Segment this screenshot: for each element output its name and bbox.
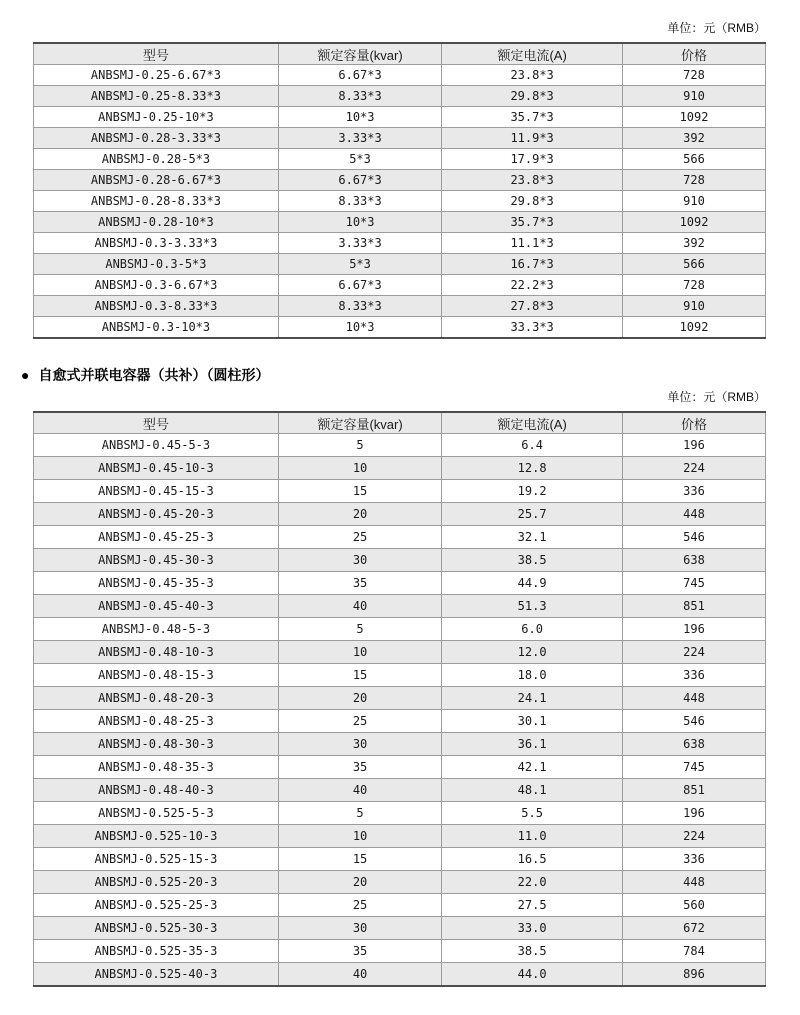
table-cell: 25.7 (442, 503, 623, 526)
table-cell: 10*3 (278, 317, 441, 339)
table-cell: 11.9*3 (442, 128, 623, 149)
table-cell: ANBSMJ-0.525-25-3 (34, 894, 279, 917)
table-cell: 51.3 (442, 595, 623, 618)
column-header: 额定电流(A) (442, 43, 623, 65)
section-title: 自愈式并联电容器（共补）（圆柱形） (38, 367, 270, 383)
table-cell: ANBSMJ-0.525-15-3 (34, 848, 279, 871)
bullet-icon: ● (21, 367, 30, 383)
table-row (34, 940, 766, 963)
table-cell: 30.1 (442, 710, 623, 733)
table-cell: 8.33*3 (278, 86, 441, 107)
table-cell: 30 (278, 549, 441, 572)
table-cell: 672 (623, 917, 766, 940)
table-cell: ANBSMJ-0.525-5-3 (34, 802, 279, 825)
table-body (34, 434, 766, 987)
table-cell: ANBSMJ-0.525-30-3 (34, 917, 279, 940)
table-cell: 5*3 (278, 254, 441, 275)
table-cell: 224 (623, 457, 766, 480)
table-row (34, 434, 766, 457)
table-cell: 3.33*3 (278, 233, 441, 254)
table-cell: 35.7*3 (442, 212, 623, 233)
section-heading (21, 365, 766, 385)
table-row (34, 275, 766, 296)
table-cell: 728 (623, 170, 766, 191)
column-header: 价格 (623, 43, 766, 65)
table-cell: 10*3 (278, 212, 441, 233)
column-header: 型号 (34, 412, 279, 434)
table-row (34, 107, 766, 128)
table-cell: 23.8*3 (442, 170, 623, 191)
table-cell: ANBSMJ-0.48-30-3 (34, 733, 279, 756)
table-cell: 20 (278, 687, 441, 710)
table-cell: ANBSMJ-0.48-5-3 (34, 618, 279, 641)
table-cell: ANBSMJ-0.28-5*3 (34, 149, 279, 170)
table-header (34, 43, 766, 65)
table-cell: 36.1 (442, 733, 623, 756)
table-row (34, 733, 766, 756)
table-cell: 38.5 (442, 940, 623, 963)
table-cell: 29.8*3 (442, 86, 623, 107)
column-header: 额定电流(A) (442, 412, 623, 434)
table-cell: ANBSMJ-0.28-8.33*3 (34, 191, 279, 212)
table-cell: 40 (278, 963, 441, 987)
table-row (34, 233, 766, 254)
table-cell: 728 (623, 275, 766, 296)
table-cell: 18.0 (442, 664, 623, 687)
table-row (34, 296, 766, 317)
table-row (34, 963, 766, 987)
table-header (34, 412, 766, 434)
table-cell: 12.8 (442, 457, 623, 480)
table-cell: 566 (623, 149, 766, 170)
table-cell: 15 (278, 848, 441, 871)
table-cell: 42.1 (442, 756, 623, 779)
table-cell: 851 (623, 779, 766, 802)
table-cell: ANBSMJ-0.3-8.33*3 (34, 296, 279, 317)
table-cell: 27.8*3 (442, 296, 623, 317)
table-cell: 19.2 (442, 480, 623, 503)
column-header: 型号 (34, 43, 279, 65)
table-cell: ANBSMJ-0.45-10-3 (34, 457, 279, 480)
table-cell: 25 (278, 710, 441, 733)
table-cell: 8.33*3 (278, 191, 441, 212)
table-cell: 44.9 (442, 572, 623, 595)
table-cell: ANBSMJ-0.3-10*3 (34, 317, 279, 339)
table-cell: 5 (278, 802, 441, 825)
table-cell: 11.1*3 (442, 233, 623, 254)
table-row (34, 595, 766, 618)
table-cell: 5 (278, 434, 441, 457)
table-cell: ANBSMJ-0.28-10*3 (34, 212, 279, 233)
table-cell: 448 (623, 503, 766, 526)
table-row (34, 802, 766, 825)
table-cell: 35 (278, 756, 441, 779)
table-cell: 560 (623, 894, 766, 917)
table-cell: 10 (278, 641, 441, 664)
table-cell: 22.2*3 (442, 275, 623, 296)
table-cell: 8.33*3 (278, 296, 441, 317)
table-cell: 16.5 (442, 848, 623, 871)
table-cell: 38.5 (442, 549, 623, 572)
table-row (34, 170, 766, 191)
table-cell: 33.3*3 (442, 317, 623, 339)
table-row (34, 618, 766, 641)
table-cell: 24.1 (442, 687, 623, 710)
table-cell: ANBSMJ-0.525-35-3 (34, 940, 279, 963)
table-cell: 35.7*3 (442, 107, 623, 128)
column-header: 价格 (623, 412, 766, 434)
table-row (34, 641, 766, 664)
table-row (34, 480, 766, 503)
table-cell: 12.0 (442, 641, 623, 664)
table-cell: 10*3 (278, 107, 441, 128)
table-cell: 20 (278, 871, 441, 894)
table-row (34, 254, 766, 275)
table-cell: 1092 (623, 317, 766, 339)
table-cell: ANBSMJ-0.48-35-3 (34, 756, 279, 779)
table-row (34, 212, 766, 233)
table-cell: ANBSMJ-0.28-6.67*3 (34, 170, 279, 191)
table-body (34, 65, 766, 339)
table-cell: ANBSMJ-0.525-20-3 (34, 871, 279, 894)
table-cell: 44.0 (442, 963, 623, 987)
table-row (34, 756, 766, 779)
table-cell: 6.67*3 (278, 275, 441, 296)
table-cell: 745 (623, 572, 766, 595)
price-table-cylindrical (33, 411, 766, 987)
table-cell: 15 (278, 664, 441, 687)
table-cell: 196 (623, 618, 766, 641)
table-cell: ANBSMJ-0.28-3.33*3 (34, 128, 279, 149)
table-row (34, 457, 766, 480)
table-cell: 336 (623, 848, 766, 871)
table-row (34, 149, 766, 170)
table-cell: 336 (623, 480, 766, 503)
table-cell: ANBSMJ-0.25-10*3 (34, 107, 279, 128)
table-cell: ANBSMJ-0.45-5-3 (34, 434, 279, 457)
table-cell: 35 (278, 940, 441, 963)
column-header: 额定容量(kvar) (278, 412, 441, 434)
table-cell: 29.8*3 (442, 191, 623, 212)
table-cell: 32.1 (442, 526, 623, 549)
table-row (34, 664, 766, 687)
table-cell: 392 (623, 233, 766, 254)
table-cell: ANBSMJ-0.3-5*3 (34, 254, 279, 275)
table-cell: 10 (278, 457, 441, 480)
table-cell: 17.9*3 (442, 149, 623, 170)
table-cell: 5*3 (278, 149, 441, 170)
table-row (34, 549, 766, 572)
table-cell: 27.5 (442, 894, 623, 917)
table-cell: 6.67*3 (278, 170, 441, 191)
table-cell: ANBSMJ-0.525-40-3 (34, 963, 279, 987)
table-cell: 25 (278, 894, 441, 917)
table-row (34, 917, 766, 940)
price-table-round-triphase (33, 42, 766, 339)
table-row (34, 191, 766, 212)
table-cell: ANBSMJ-0.3-6.67*3 (34, 275, 279, 296)
table-cell: ANBSMJ-0.25-8.33*3 (34, 86, 279, 107)
table-row (34, 86, 766, 107)
table-cell: ANBSMJ-0.3-3.33*3 (34, 233, 279, 254)
table-cell: 728 (623, 65, 766, 86)
table-cell: ANBSMJ-0.45-30-3 (34, 549, 279, 572)
table-header-row (34, 43, 766, 65)
table-cell: ANBSMJ-0.48-40-3 (34, 779, 279, 802)
table-cell: ANBSMJ-0.45-40-3 (34, 595, 279, 618)
table-cell: 336 (623, 664, 766, 687)
table-cell: 5.5 (442, 802, 623, 825)
table-cell: 30 (278, 733, 441, 756)
table-cell: ANBSMJ-0.525-10-3 (34, 825, 279, 848)
table-row (34, 687, 766, 710)
table-cell: 910 (623, 191, 766, 212)
table-row (34, 779, 766, 802)
table-cell: 15 (278, 480, 441, 503)
table-cell: ANBSMJ-0.45-35-3 (34, 572, 279, 595)
table-cell: 910 (623, 296, 766, 317)
table-cell: ANBSMJ-0.48-25-3 (34, 710, 279, 733)
table-cell: 784 (623, 940, 766, 963)
table-cell: 6.67*3 (278, 65, 441, 86)
table-row (34, 65, 766, 86)
table-cell: ANBSMJ-0.25-6.67*3 (34, 65, 279, 86)
table-row (34, 871, 766, 894)
table-cell: 224 (623, 825, 766, 848)
unit-label-bottom: 单位：元（RMB） (667, 390, 766, 404)
table-cell: 40 (278, 595, 441, 618)
table-cell: 546 (623, 526, 766, 549)
table-cell: 392 (623, 128, 766, 149)
table-row (34, 848, 766, 871)
table-row (34, 526, 766, 549)
table-cell: 1092 (623, 107, 766, 128)
table-cell: 16.7*3 (442, 254, 623, 275)
table-row (34, 128, 766, 149)
table-cell: 25 (278, 526, 441, 549)
table-cell: 6.0 (442, 618, 623, 641)
table-cell: 448 (623, 871, 766, 894)
table-row (34, 572, 766, 595)
column-header: 额定容量(kvar) (278, 43, 441, 65)
table-cell: 3.33*3 (278, 128, 441, 149)
table-cell: 224 (623, 641, 766, 664)
table-row (34, 317, 766, 339)
table-row (34, 503, 766, 526)
table-cell: 23.8*3 (442, 65, 623, 86)
table-cell: 5 (278, 618, 441, 641)
table-cell: 35 (278, 572, 441, 595)
table-row (34, 710, 766, 733)
table-cell: ANBSMJ-0.48-15-3 (34, 664, 279, 687)
table-cell: 448 (623, 687, 766, 710)
table-cell: 851 (623, 595, 766, 618)
table-cell: 48.1 (442, 779, 623, 802)
table-cell: 196 (623, 434, 766, 457)
table-cell: 1092 (623, 212, 766, 233)
table-cell: 6.4 (442, 434, 623, 457)
table-cell: ANBSMJ-0.45-20-3 (34, 503, 279, 526)
table-cell: 20 (278, 503, 441, 526)
table-cell: 40 (278, 779, 441, 802)
table-cell: 22.0 (442, 871, 623, 894)
table-cell: 566 (623, 254, 766, 275)
table-cell: ANBSMJ-0.45-15-3 (34, 480, 279, 503)
table-cell: 638 (623, 549, 766, 572)
table-cell: ANBSMJ-0.45-25-3 (34, 526, 279, 549)
table-cell: 546 (623, 710, 766, 733)
unit-label-top: 单位：元（RMB） (667, 21, 766, 35)
table-header-row (34, 412, 766, 434)
table-cell: 11.0 (442, 825, 623, 848)
table-cell: 896 (623, 963, 766, 987)
table-row (34, 825, 766, 848)
table-cell: 33.0 (442, 917, 623, 940)
table-cell: 196 (623, 802, 766, 825)
table-cell: 745 (623, 756, 766, 779)
table-cell: 910 (623, 86, 766, 107)
table-cell: ANBSMJ-0.48-10-3 (34, 641, 279, 664)
table-cell: 10 (278, 825, 441, 848)
table-cell: 638 (623, 733, 766, 756)
table-cell: ANBSMJ-0.48-20-3 (34, 687, 279, 710)
table-row (34, 894, 766, 917)
table-cell: 30 (278, 917, 441, 940)
